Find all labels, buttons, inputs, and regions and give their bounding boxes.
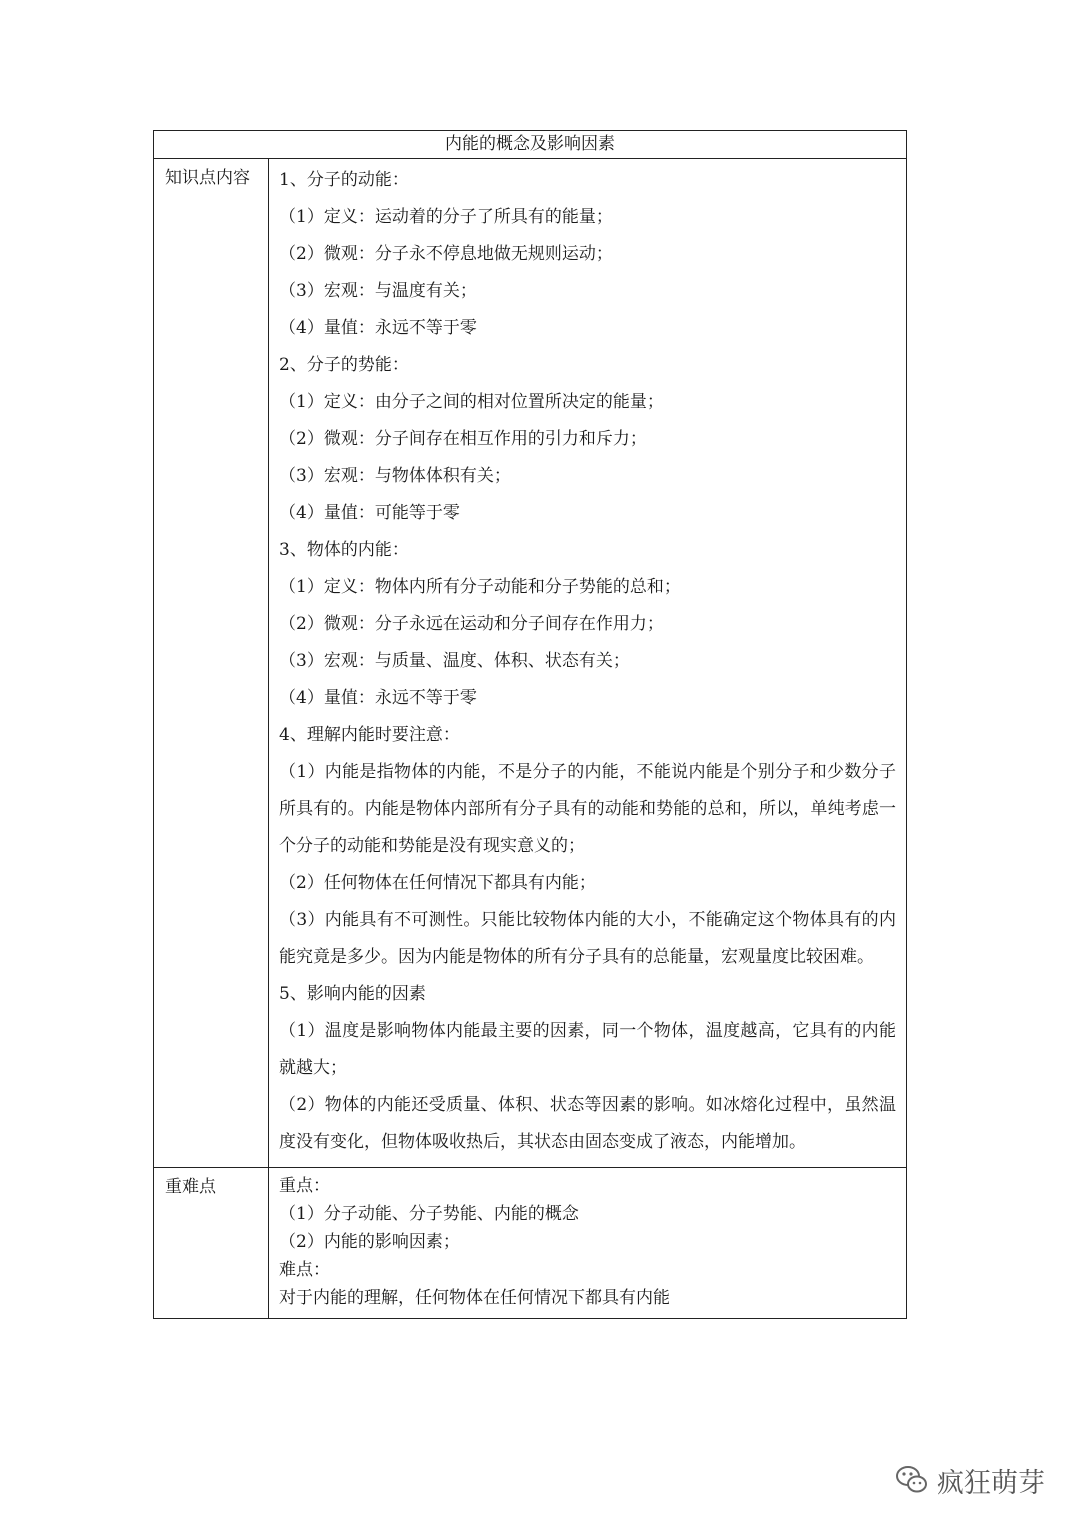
knowledge-content <box>269 159 907 1168</box>
knowledge-line: （1）定义：由分子之间的相对位置所决定的能量； <box>279 392 664 412</box>
key-points-row <box>154 1168 907 1319</box>
knowledge-label: 知识点内容 <box>154 159 269 1168</box>
table-title: 内能的概念及影响因素 <box>154 131 907 159</box>
knowledge-paragraph: （1）内能是指物体的内能，不是分子的内能，不能说内能是个别分子和少数分子所具有的。内能是物体内部所有分子具有的动能和势能的总和，所以，单纯考虑一个分子的动能和势能是没有现实意义的； <box>279 762 896 856</box>
knowledge-paragraph: （2）任何物体在任何情况下都具有内能； <box>279 873 596 893</box>
knowledge-line: 3、物体的内能： <box>279 540 409 560</box>
key-point-line: （1）分子动能、分子势能、内能的概念 <box>279 1204 579 1224</box>
knowledge-line: （4）量值：永远不等于零 <box>279 318 477 338</box>
knowledge-line: （2）微观：分子永不停息地做无规则运动； <box>279 244 613 264</box>
knowledge-line: 1、分子的动能： <box>279 170 409 190</box>
knowledge-heading: 5、影响内能的因素 <box>279 984 426 1004</box>
key-points-label: 重难点 <box>154 1168 269 1319</box>
knowledge-line: （3）宏观：与温度有关； <box>279 281 477 301</box>
wechat-icon <box>895 1463 929 1497</box>
knowledge-line: 2、分子的势能： <box>279 355 409 375</box>
knowledge-row <box>154 159 907 1168</box>
title-row <box>154 131 907 159</box>
key-points-content <box>269 1168 907 1319</box>
watermark-text: 疯狂萌芽 <box>937 1467 1045 1499</box>
knowledge-line: （3）宏观：与质量、温度、体积、状态有关； <box>279 651 630 671</box>
watermark <box>895 1455 1045 1505</box>
knowledge-line: （1）定义：物体内所有分子动能和分子势能的总和； <box>279 577 681 597</box>
key-point-line: 重点： <box>279 1176 330 1196</box>
knowledge-table <box>153 130 907 1319</box>
key-point-line: （2）内能的影响因素； <box>279 1232 460 1252</box>
key-point-line: 难点： <box>279 1260 330 1280</box>
knowledge-paragraph: （2）物体的内能还受质量、体积、状态等因素的影响。如冰熔化过程中，虽然温度没有变化，但物体吸收热后，其状态由固态变成了液态，内能增加。 <box>279 1095 896 1152</box>
knowledge-line: （3）宏观：与物体体积有关； <box>279 466 511 486</box>
knowledge-line: （4）量值：可能等于零 <box>279 503 460 523</box>
knowledge-line: （4）量值：永远不等于零 <box>279 688 477 708</box>
knowledge-paragraph: （3）内能具有不可测性。只能比较物体内能的大小，不能确定这个物体具有的内能究竟是多少。因为内能是物体的所有分子具有的总能量，宏观量度比较困难。 <box>279 910 896 967</box>
key-point-line: 对于内能的理解，任何物体在任何情况下都具有内能 <box>279 1288 670 1308</box>
knowledge-paragraph: （1）温度是影响物体内能最主要的因素，同一个物体，温度越高，它具有的内能就越大； <box>279 1021 896 1078</box>
knowledge-line: （1）定义：运动着的分子了所具有的能量； <box>279 207 613 227</box>
knowledge-line: （2）微观：分子间存在相互作用的引力和斥力； <box>279 429 647 449</box>
knowledge-line: 4、理解内能时要注意： <box>279 725 460 745</box>
knowledge-line: （2）微观：分子永远在运动和分子间存在作用力； <box>279 614 664 634</box>
